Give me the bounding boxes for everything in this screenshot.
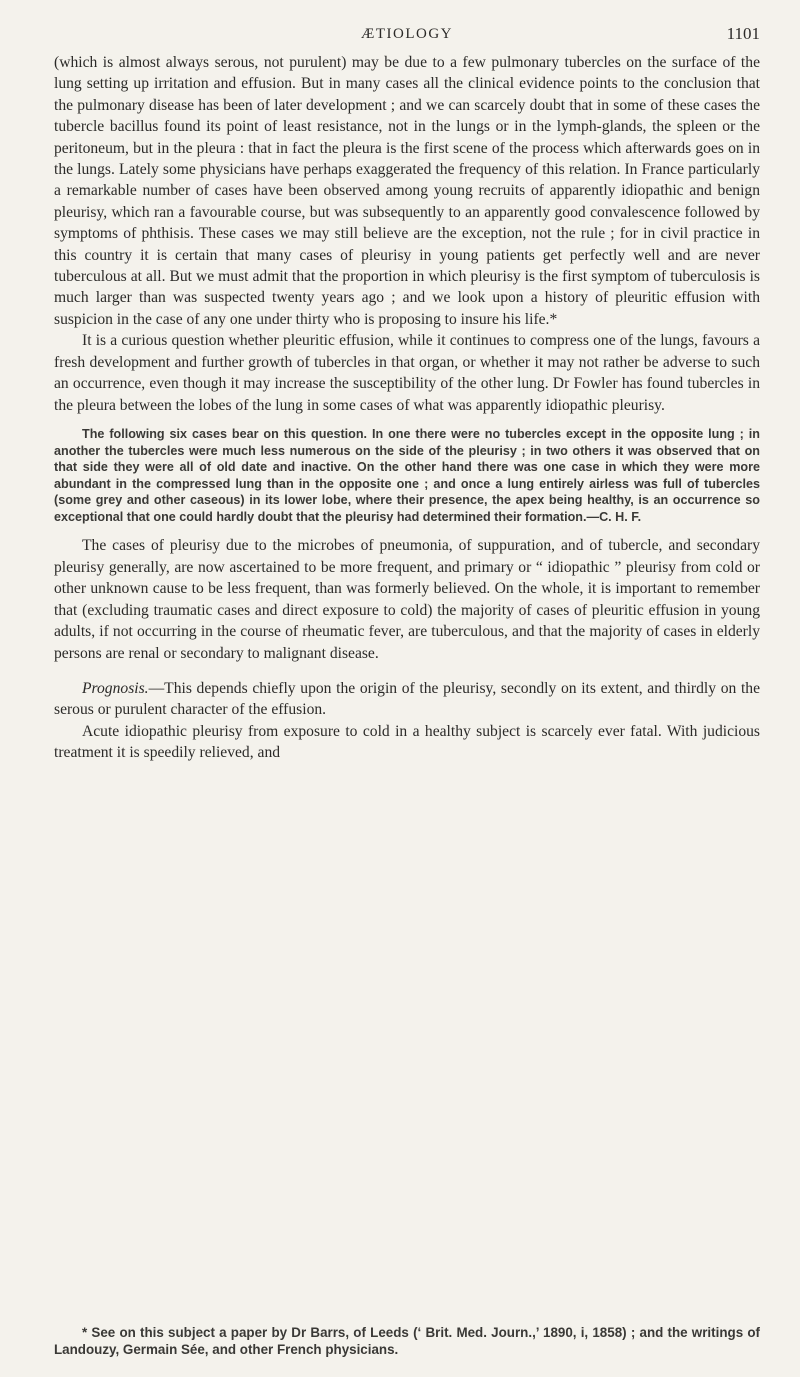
running-title: ÆTIOLOGY — [361, 26, 453, 42]
paragraph-compression-question: It is a curious question whether pleuritic effusion, while it continues to compress one of the lungs, favours a fresh development and further growth of tubercles in that organ, or whether it may not rather be adverse to such an occurrence, even though it may increase the susceptibility of the other lung. Dr Fowler has found tubercles in the pleura between the lobes of the lung in some cases of what was apparently idiopathic pleurisy. — [54, 332, 760, 414]
page-number: 1101 — [726, 24, 760, 43]
book-page — [54, 22, 760, 764]
paragraph-tubercle-pleura: (which is almost always serous, not purulent) may be due to a few pulmonary tubercles on the surface of the lung setting up irritation and effusion. But in many cases all the clinical evidence points to the conclusion that the pulmonary disease has been of later development ; and we can scarcely doubt that in some of these cases the tubercle bacillus found its point of least resistance, not in the lungs or in the lymph-glands, the spleen or the peritoneum, but in the pleura : that in fact the pleura is the first scene of the process which afterwards goes on in the lungs. Lately some physicians have perhaps exaggerated the frequency of this relation. In France particularly a remarkable number of cases have been observed among young recruits of apparently idiopathic and benign pleurisy, which ran a favourable course, but was subsequently to an apparently good convalescence followed by symptoms of phthisis. These cases we may still believe are the exception, not the rule ; for in civil practice in this country it is certain that many cases of pleurisy in young patients get perfectly well and are never tuberculous at all. But we must admit that the proportion in which pleurisy is the first symptom of tuberculosis is much larger than was suspected twenty years ago ; and we look upon a history of pleuritic effusion with suspicion in the case of any one under thirty who is proposing to insure his life.* — [54, 54, 760, 328]
prognosis-heading: Prognosis. — [82, 679, 149, 697]
paragraph-acute-pleurisy: Acute idiopathic pleurisy from exposure to cold in a healthy subject is scarcely ever fatal. With judicious treatment it is speedily relieved, and — [54, 722, 760, 762]
paragraph-microbes: The cases of pleurisy due to the microbes of pneumonia, of suppuration, and of tubercle, and secondary pleurisy generally, are now ascertained to be more frequent, and primary or “ idiopathic ” pleurisy from cold or other unknown cause to be less frequent, than was formerly believed. On the whole, it is important to remember that (excluding traumatic cases and direct exposure to cold) the majority of cases of pleuritic effusion in young adults, if not occurring in the course of rheumatic fever, are tuberculous, and that the majority of cases in elderly persons are renal or secondary to malignant disease. — [54, 537, 760, 662]
small-print-note: The following six cases bear on this question. In one there were no tubercles except in the opposite lung ; in another the tubercles were much less numerous on the side of the pleurisy ; in two others it was observed that on that side they were all of old date and inactive. On the other hand there was one case in which they were more abundant in the compressed lung than in the opposite one ; and once a lung entirely airless was full of tubercles (some grey and other caseous) in its lower lobe, where their presence, the apex being healthy, is an occurrence so exceptional that one could hardly doubt that the pleurisy had determined their formation.—C. H. F. — [54, 426, 760, 524]
running-head — [54, 22, 760, 52]
footnote-area — [54, 1324, 760, 1358]
footnote: * See on this subject a paper by Dr Barrs, of Leeds (‘ Brit. Med. Journ.,’ 1890, i, 1858) ; and the writings of Landouzy, Germain Sée, and other French physicians. — [54, 1325, 760, 1357]
paragraph-prognosis — [54, 678, 760, 721]
prognosis-text: —This depends chiefly upon the origin of the pleurisy, secondly on its extent, and thirdly on the serous or purulent character of the effusion. — [54, 679, 760, 719]
